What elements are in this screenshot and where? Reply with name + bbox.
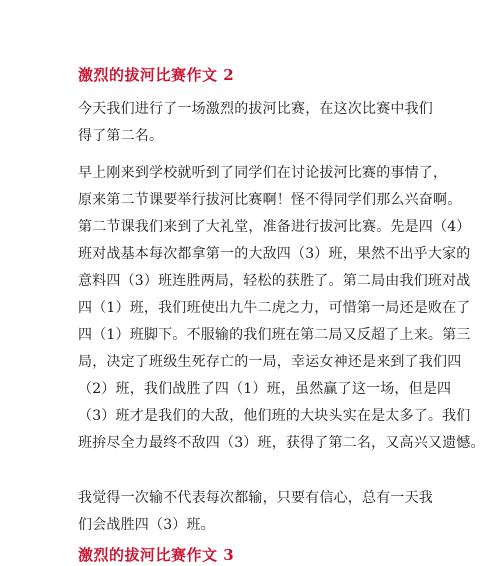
paragraph-line: 今天我们进行了一场激烈的拔河比赛，在这次比赛中我们 [78, 101, 433, 117]
paragraph-line: 班对战基本每次都拿第一的大敌四（3）班，果然不出乎大家的 [78, 246, 471, 262]
paragraph-line: 我觉得一次输不代表每次都输，只要有信心，总有一天我 [78, 490, 433, 506]
paragraph-line: 局，决定了班级生死存亡的一局，幸运女神还是来到了我们四 [78, 354, 462, 370]
paragraph-line: 原来第二节课要举行拔河比赛啊！怪不得同学们那么兴奋啊。 [78, 192, 462, 208]
paragraph-line: 得了第二名。 [78, 128, 164, 144]
paragraph-line: 意料四（3）班连胜两局，轻松的获胜了。第二局由我们班对战 [78, 273, 471, 289]
paragraph-line: 四（1）班，我们班使出九牛二虎之力，可惜第一局还是败在了 [78, 300, 471, 316]
next-article-title: 激烈的拔河比赛作文 3 [78, 546, 235, 564]
paragraph-line: 们会战胜四（3）班。 [78, 517, 215, 533]
paragraph-line: 班拚尽全力最终不敌四（3）班，获得了第二名，又高兴又遗憾。 [78, 435, 485, 451]
paragraph-line: 早上刚来到学校就听到了同学们在讨论拔河比赛的事情了， [78, 165, 448, 181]
paragraph-line: 四（1）班脚下。不服输的我们班在第二局又反超了上来。第三 [78, 327, 471, 343]
paragraph-line: （2）班，我们战胜了四（1）班，虽然赢了这一场，但是四 [78, 381, 452, 397]
paragraph-line: 第二节课我们来到了大礼堂，准备进行拔河比赛。先是四（4） [78, 219, 471, 235]
article-title: 激烈的拔河比赛作文 2 [78, 66, 235, 84]
paragraph-line: （3）班才是我们的大敌，他们班的大块头实在是太多了。我们 [78, 408, 471, 424]
